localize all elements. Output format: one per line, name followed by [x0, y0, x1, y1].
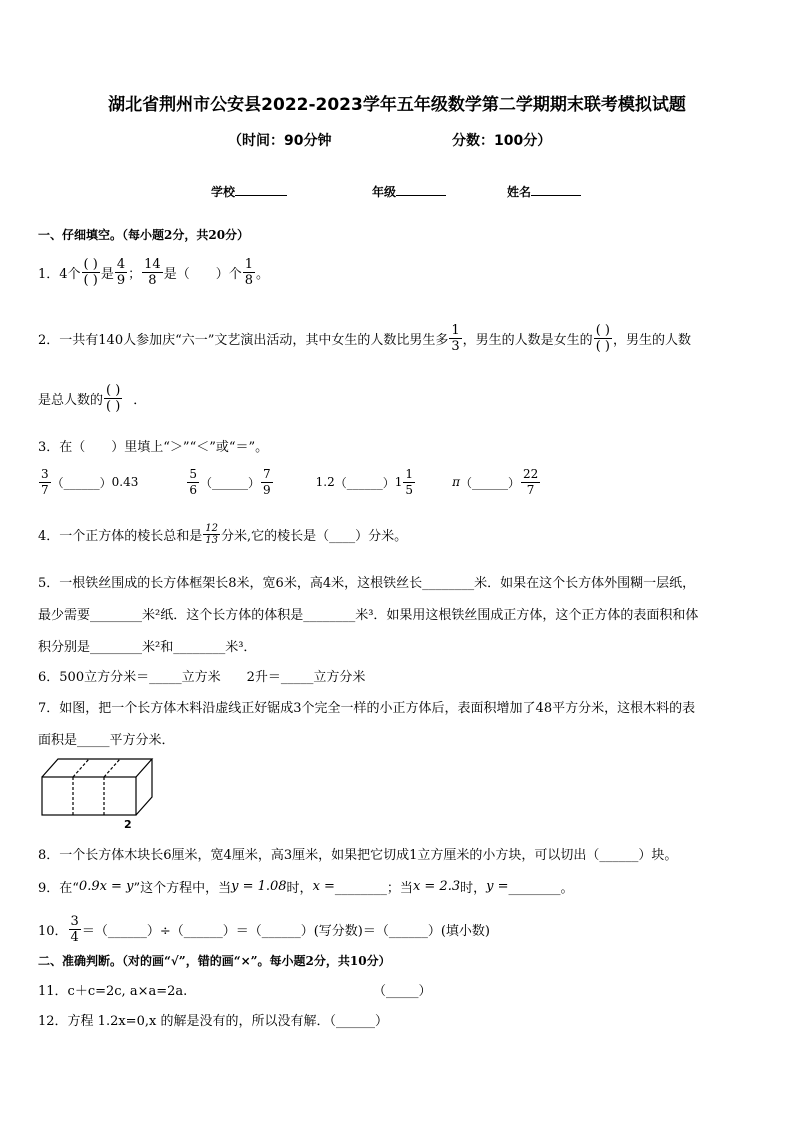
q2-text: ，男生的人数是女生的	[462, 332, 593, 348]
q3b-fraction: $\frac{5}{6}$	[189, 466, 198, 497]
figure-label: 2	[124, 818, 132, 830]
cuboid-front-face	[42, 777, 136, 815]
question-5-line2: 最少需要________米²纸．这个长方体的体积是________米³．如果用这根铁丝围成正方体，这个正方体的表面积和体	[38, 608, 699, 623]
q2-text: ，男生的人数	[612, 332, 691, 348]
q2-fraction-blank-1[interactable]: $\frac{( )}{( )}$	[595, 322, 610, 354]
q1-text: 是	[100, 266, 114, 282]
q1-fraction-a: $\frac{4}{9}$	[116, 256, 126, 288]
q3b-blank[interactable]: （______）	[200, 475, 261, 490]
q3a-value: 0.43	[111, 475, 139, 489]
q9-text: 时，	[460, 880, 487, 896]
q1-text: ；	[128, 266, 142, 282]
q4-text: 4．一个正方体的棱长总和是	[38, 528, 203, 544]
question-7-line2: 面积是_____平方分米．	[38, 733, 175, 748]
grade-field[interactable]	[372, 183, 446, 200]
q3d-blank[interactable]: （______）	[459, 475, 520, 490]
q11-answer-blank[interactable]: （_____）	[373, 984, 432, 999]
q2-fraction-blank-2[interactable]: $\frac{( )}{( )}$	[106, 382, 121, 414]
q9-x-label: x =	[312, 878, 335, 894]
q3c-blank[interactable]: （______）	[334, 475, 395, 490]
q1-fraction-c: $\frac{1}{8}$	[244, 256, 253, 288]
q9-y-label: y =	[486, 878, 509, 894]
q1-fraction-blank[interactable]: $\frac{( )}{( )}$	[83, 256, 98, 288]
exam-score: 分数：100分）	[452, 133, 552, 149]
q2-text: 2．一共有140人参加庆“六一”文艺演出活动，其中女生的人数比男生多	[38, 332, 449, 348]
grade-label: 年级	[372, 185, 397, 199]
q3d-fraction: $\frac{22}{7}$	[522, 466, 539, 497]
question-8: 8．一个长方体木块长6厘米，宽4厘米，高3厘米，如果把它切成1立方厘米的小方块，可以切出（______）块。	[38, 848, 678, 863]
question-12: 12．方程 1.2x=0,x 的解是没有的，所以没有解．（______）	[38, 1014, 388, 1029]
question-4	[38, 520, 407, 548]
q10-label: 10．	[38, 923, 68, 939]
question-2-line1	[38, 318, 691, 358]
question-5-line3: 积分别是________米²和________米³．	[38, 640, 257, 655]
cut-line	[104, 759, 120, 777]
q3c-value: 1.2	[315, 475, 335, 489]
question-7-line1: 7．如图，把一个长方体木料沿虚线正好锯成3个完全一样的小正方体后，表面积增加了48平方分米，这根木料的表	[38, 701, 696, 716]
q4-text: 分米,它的棱长是（____）分米。	[221, 528, 408, 544]
school-label: 学校	[211, 185, 236, 199]
q2-text: ．	[133, 392, 147, 408]
section1-heading: 一、仔细填空。（每小题2分，共20分）	[38, 228, 250, 242]
q2-text: 是总人数的	[38, 392, 104, 408]
name-label: 姓名	[507, 185, 532, 199]
q9-text: ”这个方程中，当	[133, 880, 232, 896]
q2-fraction: $\frac{1}{3}$	[451, 322, 460, 354]
question-2-line2	[38, 378, 146, 418]
q9-blank-1[interactable]: ________；当	[334, 880, 413, 896]
page-title: 湖北省荆州市公安县2022-2023学年五年级数学第二学期期末联考模拟试题	[108, 95, 686, 115]
q3a-blank[interactable]: （______）	[51, 475, 112, 490]
q9-x-value: x = 2.3	[412, 878, 461, 894]
q10-fraction: $\frac{3}{4}$	[70, 913, 79, 945]
school-field[interactable]	[211, 183, 287, 200]
q1-text: 。	[255, 266, 269, 282]
q1-text: 是（ ）个	[163, 266, 242, 282]
q3d-pi: π	[452, 475, 460, 489]
q3c-fraction: $\frac{1}{5}$	[405, 466, 414, 497]
q1-fraction-b: $\frac{14}{8}$	[144, 256, 161, 288]
q9-y-value: y = 1.08	[231, 878, 287, 894]
question-6: 6．500立方分米＝_____立方米 2升＝_____立方分米	[38, 670, 366, 685]
question-11: 11．c＋c=2c, a×a=2a.	[38, 984, 188, 999]
name-field[interactable]	[507, 183, 581, 200]
q3a-fraction: $\frac{3}{7}$	[41, 466, 49, 497]
q3-items	[38, 462, 541, 502]
question-10	[38, 909, 490, 949]
q1-label: 1．4个	[38, 266, 81, 282]
q3b-fraction-right: $\frac{7}{9}$	[263, 466, 271, 497]
q9-text: 9．在“	[38, 880, 79, 896]
question-5-line1: 5．一根铁丝围成的长方体框架长8米，宽6米，高4米，这根铁丝长________米．如果在这个长方体外围糊一层纸，	[38, 576, 696, 591]
question-3: 3．在（ ）里填上“＞”“＜”或“＝”。	[38, 440, 269, 455]
q9-text: 时，	[286, 880, 313, 896]
q9-blank-2[interactable]: ________。	[508, 880, 574, 896]
q3c-whole: 1	[394, 475, 403, 489]
section2-heading: 二、准确判断。（对的画“√”，错的画“×”。每小题2分，共10分）	[38, 954, 391, 968]
cuboid-figure	[38, 755, 158, 830]
exam-time: （时间：90分钟	[228, 133, 332, 149]
q9-equation: 0.9x = y	[78, 878, 134, 894]
q10-blanks[interactable]: ＝（______）÷（______）＝（______）(写分数)＝（______）(填小数)	[81, 923, 491, 939]
question-9	[38, 876, 574, 896]
q4-fraction: $\frac{12}{13}$	[205, 522, 219, 546]
cut-line	[73, 759, 89, 777]
question-1	[38, 252, 269, 292]
